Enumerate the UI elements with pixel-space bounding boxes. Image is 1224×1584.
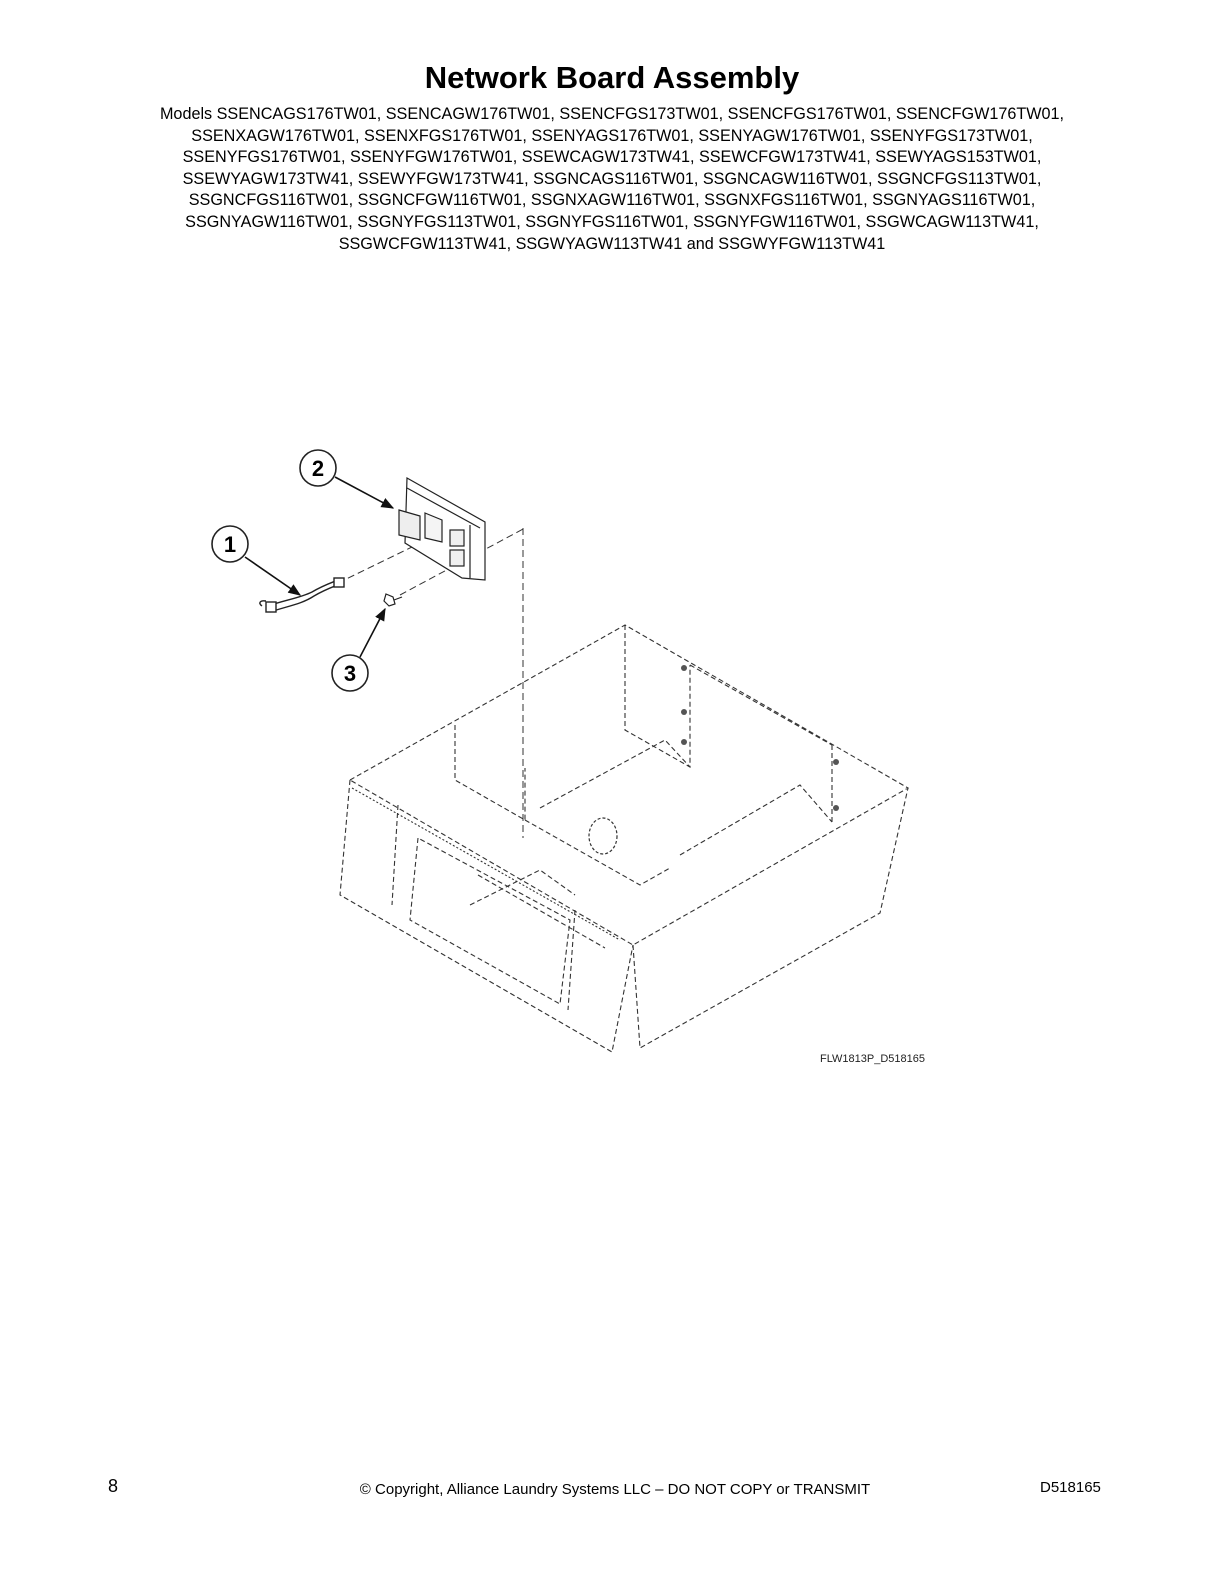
svg-text:1: 1 bbox=[223, 532, 237, 557]
callout-2 bbox=[300, 450, 336, 486]
models-line: SSENXAGW176TW01, SSENXFGS176TW01, SSENYAGS176TW01, SSENYAGW176TW01, SSENYFGS173TW01, bbox=[191, 126, 1033, 145]
models-line: SSGWCFGW113TW41, SSGWYAGW113TW41 and SSGWYFGW113TW41 bbox=[338, 234, 886, 253]
assembly-guide-lines bbox=[338, 528, 525, 838]
cabinet-drawing bbox=[340, 625, 908, 1052]
svg-text:3: 3 bbox=[343, 661, 357, 686]
wire-harness-part bbox=[260, 578, 344, 612]
copyright-notice: © Copyright, Alliance Laundry Systems LLC – DO NOT COPY or TRANSMIT bbox=[359, 1481, 871, 1498]
models-line: SSGNYAGW116TW01, SSGNYFGS113TW01, SSGNYFGS116TW01, SSGNYFGW116TW01, SSGWCAGW113TW41, bbox=[185, 212, 1039, 231]
screw-part bbox=[384, 594, 402, 606]
page-title: Network Board Assembly bbox=[424, 60, 800, 95]
exploded-parts-diagram bbox=[0, 430, 1224, 1090]
figure-id: FLW1813P_D518165 bbox=[820, 1053, 925, 1065]
cabinet-fasteners bbox=[681, 665, 839, 811]
models-line: SSEWYAGW173TW41, SSEWYFGW173TW41, SSGNCAGS116TW01, SSGNCAGW116TW01, SSGNCFGS113TW01, bbox=[182, 169, 1042, 188]
callout-3 bbox=[332, 655, 368, 691]
cabinet-port-hole bbox=[589, 818, 617, 854]
models-line: SSENYFGS176TW01, SSENYFGW176TW01, SSEWCAGW173TW41, SSEWCFGW173TW41, SSEWYAGS153TW01, bbox=[182, 148, 1042, 167]
document-number: D518165 bbox=[1040, 1479, 1101, 1496]
models-line: Models SSENCAGS176TW01, SSENCAGW176TW01, SSENCFGS173TW01, SSENCFGS176TW01, SSENCFGW176TW01, bbox=[159, 105, 1065, 123]
callout-1 bbox=[212, 526, 248, 562]
models-list bbox=[92, 104, 1132, 255]
page-number: 8 bbox=[108, 1476, 119, 1496]
network-board-part bbox=[399, 478, 485, 580]
models-line: SSGNCFGS116TW01, SSGNCFGW116TW01, SSGNXAGW116TW01, SSGNXFGS116TW01, SSGNYAGS116TW01, bbox=[188, 191, 1036, 210]
svg-text:2: 2 bbox=[311, 456, 325, 481]
